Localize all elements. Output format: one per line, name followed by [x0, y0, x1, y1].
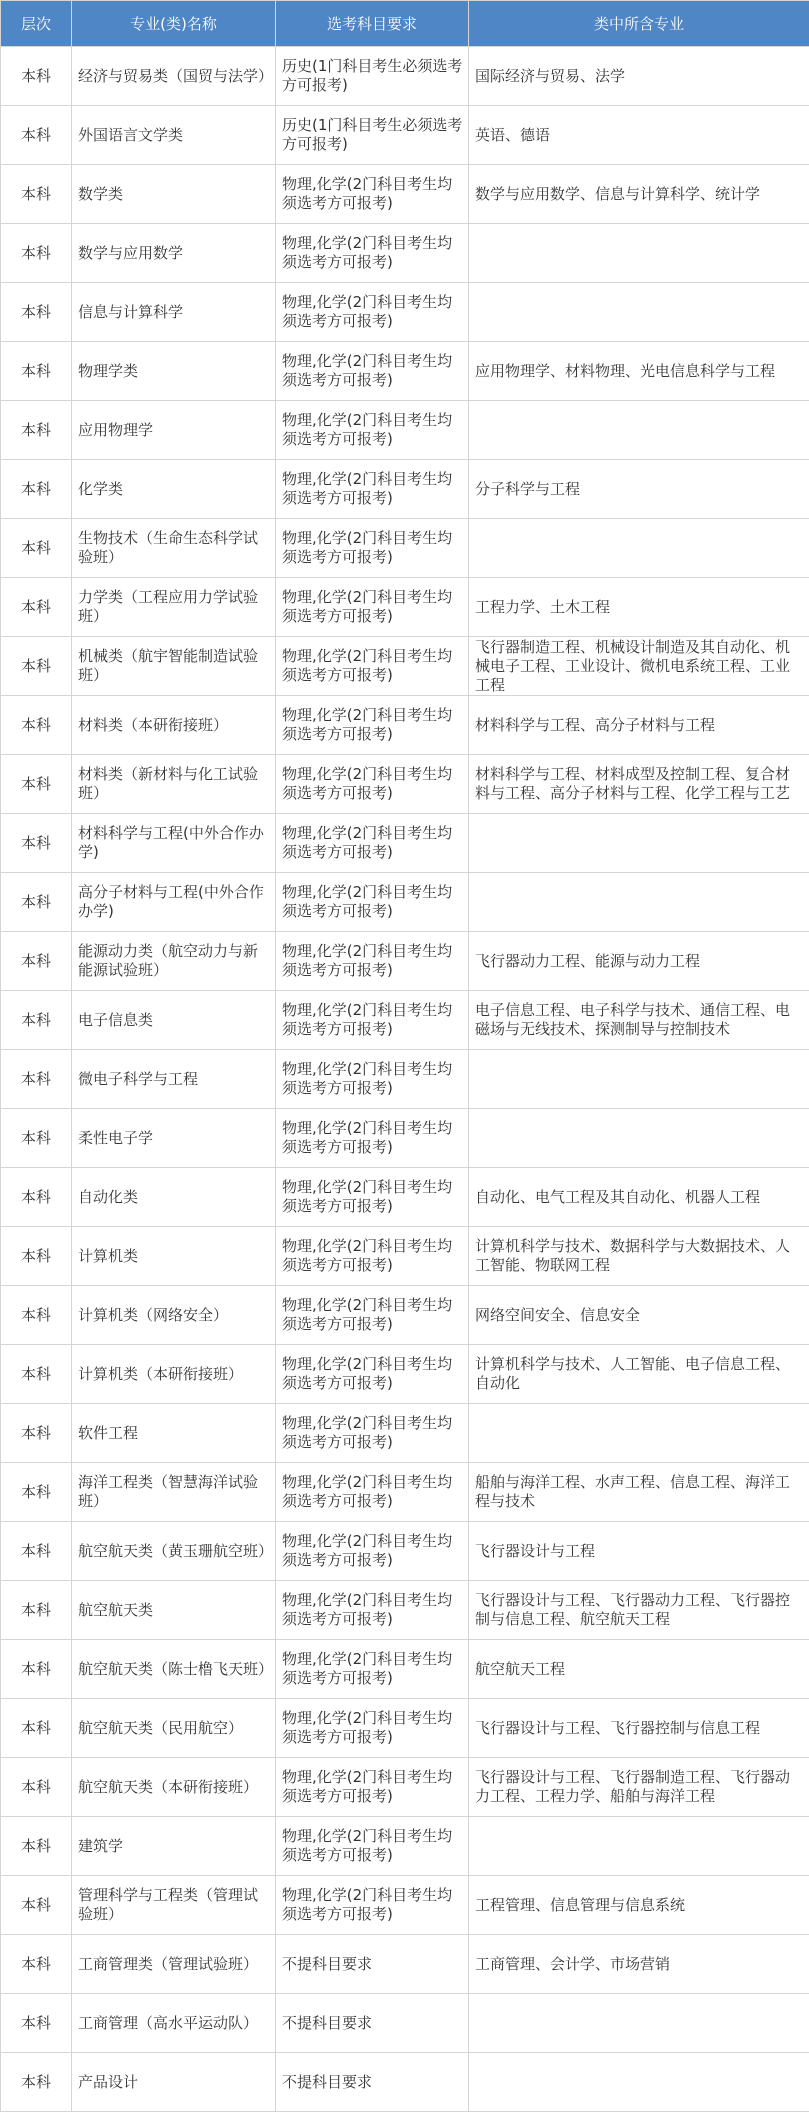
cell-level: 本科: [1, 1286, 72, 1345]
cell-subject-requirement: 物理,化学(2门科目考生均须选考方可报考): [276, 1876, 469, 1935]
table-row: [1, 2053, 809, 2112]
cell-level: 本科: [1, 1050, 72, 1109]
table-row: [1, 342, 809, 401]
cell-included-majors: 工程力学、土木工程: [469, 578, 809, 637]
cell-subject-requirement: 物理,化学(2门科目考生均须选考方可报考): [276, 1817, 469, 1876]
cell-included-majors: [469, 2053, 809, 2112]
cell-major-name: 物理学类: [72, 342, 276, 401]
cell-subject-requirement: 物理,化学(2门科目考生均须选考方可报考): [276, 1640, 469, 1699]
table-row: [1, 1935, 809, 1994]
cell-subject-requirement: 物理,化学(2门科目考生均须选考方可报考): [276, 1109, 469, 1168]
cell-major-name: 航空航天类（民用航空）: [72, 1699, 276, 1758]
cell-major-name: 数学与应用数学: [72, 224, 276, 283]
table-row: [1, 1522, 809, 1581]
cell-level: 本科: [1, 814, 72, 873]
table-row: [1, 519, 809, 578]
cell-major-name: 产品设计: [72, 2053, 276, 2112]
cell-subject-requirement: 历史(1门科目考生必须选考方可报考): [276, 47, 469, 106]
table-row: [1, 283, 809, 342]
table-row: [1, 873, 809, 932]
cell-major-name: 航空航天类（陈士橹飞天班）: [72, 1640, 276, 1699]
cell-included-majors: 航空航天工程: [469, 1640, 809, 1699]
table-row: [1, 1227, 809, 1286]
cell-subject-requirement: 物理,化学(2门科目考生均须选考方可报考): [276, 1463, 469, 1522]
cell-included-majors: 飞行器设计与工程、飞行器动力工程、飞行器控制与信息工程、航空航天工程: [469, 1581, 809, 1640]
cell-subject-requirement: 物理,化学(2门科目考生均须选考方可报考): [276, 1227, 469, 1286]
header-level: 层次: [1, 1, 72, 47]
table-row: [1, 165, 809, 224]
table-row: [1, 1463, 809, 1522]
table-row: [1, 1286, 809, 1345]
cell-included-majors: [469, 1817, 809, 1876]
cell-subject-requirement: 物理,化学(2门科目考生均须选考方可报考): [276, 1168, 469, 1227]
table-row: [1, 1109, 809, 1168]
cell-level: 本科: [1, 1227, 72, 1286]
cell-subject-requirement: 物理,化学(2门科目考生均须选考方可报考): [276, 755, 469, 814]
cell-included-majors: 材料科学与工程、材料成型及控制工程、复合材料与工程、高分子材料与工程、化学工程与工艺: [469, 755, 809, 814]
cell-subject-requirement: 物理,化学(2门科目考生均须选考方可报考): [276, 519, 469, 578]
cell-included-majors: [469, 1994, 809, 2053]
table-row: [1, 637, 809, 696]
table-header-row: [1, 1, 809, 47]
cell-level: 本科: [1, 932, 72, 991]
cell-subject-requirement: 物理,化学(2门科目考生均须选考方可报考): [276, 932, 469, 991]
cell-subject-requirement: 物理,化学(2门科目考生均须选考方可报考): [276, 1345, 469, 1404]
cell-major-name: 建筑学: [72, 1817, 276, 1876]
cell-subject-requirement: 物理,化学(2门科目考生均须选考方可报考): [276, 401, 469, 460]
cell-level: 本科: [1, 1817, 72, 1876]
cell-subject-requirement: 物理,化学(2门科目考生均须选考方可报考): [276, 460, 469, 519]
cell-major-name: 信息与计算科学: [72, 283, 276, 342]
cell-subject-requirement: 物理,化学(2门科目考生均须选考方可报考): [276, 1699, 469, 1758]
table-row: [1, 755, 809, 814]
table-row: [1, 1994, 809, 2053]
cell-level: 本科: [1, 578, 72, 637]
cell-major-name: 工商管理类（管理试验班）: [72, 1935, 276, 1994]
cell-subject-requirement: 物理,化学(2门科目考生均须选考方可报考): [276, 1758, 469, 1817]
cell-included-majors: [469, 1109, 809, 1168]
cell-subject-requirement: 物理,化学(2门科目考生均须选考方可报考): [276, 814, 469, 873]
cell-included-majors: [469, 224, 809, 283]
cell-level: 本科: [1, 1581, 72, 1640]
cell-major-name: 材料类（新材料与化工试验班）: [72, 755, 276, 814]
table-row: [1, 696, 809, 755]
cell-level: 本科: [1, 460, 72, 519]
table-body: [1, 47, 809, 2112]
table-row: [1, 1168, 809, 1227]
cell-major-name: 力学类（工程应用力学试验班）: [72, 578, 276, 637]
table-row: [1, 401, 809, 460]
cell-major-name: 自动化类: [72, 1168, 276, 1227]
cell-included-majors: [469, 283, 809, 342]
cell-level: 本科: [1, 696, 72, 755]
table-row: [1, 106, 809, 165]
cell-included-majors: [469, 401, 809, 460]
cell-subject-requirement: 物理,化学(2门科目考生均须选考方可报考): [276, 165, 469, 224]
cell-level: 本科: [1, 401, 72, 460]
cell-subject-requirement: 物理,化学(2门科目考生均须选考方可报考): [276, 1581, 469, 1640]
cell-included-majors: 飞行器制造工程、机械设计制造及其自动化、机械电子工程、工业设计、微机电系统工程、工业工程: [469, 637, 809, 696]
cell-major-name: 柔性电子学: [72, 1109, 276, 1168]
cell-major-name: 化学类: [72, 460, 276, 519]
cell-major-name: 外国语言文学类: [72, 106, 276, 165]
table-row: [1, 224, 809, 283]
cell-level: 本科: [1, 1876, 72, 1935]
cell-level: 本科: [1, 1699, 72, 1758]
cell-included-majors: 计算机科学与技术、数据科学与大数据技术、人工智能、物联网工程: [469, 1227, 809, 1286]
cell-subject-requirement: 物理,化学(2门科目考生均须选考方可报考): [276, 696, 469, 755]
cell-level: 本科: [1, 637, 72, 696]
cell-level: 本科: [1, 1109, 72, 1168]
table-row: [1, 47, 809, 106]
cell-major-name: 海洋工程类（智慧海洋试验班）: [72, 1463, 276, 1522]
cell-level: 本科: [1, 755, 72, 814]
table-row: [1, 1581, 809, 1640]
cell-included-majors: [469, 1404, 809, 1463]
cell-included-majors: 分子科学与工程: [469, 460, 809, 519]
cell-level: 本科: [1, 873, 72, 932]
cell-subject-requirement: 物理,化学(2门科目考生均须选考方可报考): [276, 283, 469, 342]
table-row: [1, 1640, 809, 1699]
cell-major-name: 数学类: [72, 165, 276, 224]
cell-major-name: 能源动力类（航空动力与新能源试验班）: [72, 932, 276, 991]
cell-subject-requirement: 不提科目要求: [276, 2053, 469, 2112]
header-included-majors: 类中所含专业: [469, 1, 809, 47]
cell-major-name: 管理科学与工程类（管理试验班）: [72, 1876, 276, 1935]
cell-major-name: 机械类（航宇智能制造试验班）: [72, 637, 276, 696]
cell-subject-requirement: 历史(1门科目考生必须选考方可报考): [276, 106, 469, 165]
cell-level: 本科: [1, 47, 72, 106]
cell-major-name: 生物技术（生命生态科学试验班）: [72, 519, 276, 578]
cell-major-name: 航空航天类（黄玉珊航空班）: [72, 1522, 276, 1581]
cell-subject-requirement: 不提科目要求: [276, 1935, 469, 1994]
cell-included-majors: 船舶与海洋工程、水声工程、信息工程、海洋工程与技术: [469, 1463, 809, 1522]
cell-level: 本科: [1, 1522, 72, 1581]
cell-major-name: 应用物理学: [72, 401, 276, 460]
cell-subject-requirement: 物理,化学(2门科目考生均须选考方可报考): [276, 1522, 469, 1581]
cell-included-majors: [469, 814, 809, 873]
cell-included-majors: [469, 1050, 809, 1109]
cell-level: 本科: [1, 342, 72, 401]
cell-major-name: 材料类（本研衔接班）: [72, 696, 276, 755]
cell-included-majors: 飞行器设计与工程: [469, 1522, 809, 1581]
cell-level: 本科: [1, 1345, 72, 1404]
cell-level: 本科: [1, 1463, 72, 1522]
cell-major-name: 经济与贸易类（国贸与法学）: [72, 47, 276, 106]
cell-included-majors: 飞行器设计与工程、飞行器制造工程、飞行器动力工程、工程力学、船舶与海洋工程: [469, 1758, 809, 1817]
table-row: [1, 1758, 809, 1817]
table-row: [1, 1876, 809, 1935]
table-row: [1, 460, 809, 519]
cell-major-name: 材料科学与工程(中外合作办学): [72, 814, 276, 873]
cell-subject-requirement: 不提科目要求: [276, 1994, 469, 2053]
cell-included-majors: 数学与应用数学、信息与计算科学、统计学: [469, 165, 809, 224]
cell-major-name: 工商管理（高水平运动队）: [72, 1994, 276, 2053]
cell-included-majors: 网络空间安全、信息安全: [469, 1286, 809, 1345]
cell-included-majors: 国际经济与贸易、法学: [469, 47, 809, 106]
cell-subject-requirement: 物理,化学(2门科目考生均须选考方可报考): [276, 1050, 469, 1109]
cell-included-majors: 应用物理学、材料物理、光电信息科学与工程: [469, 342, 809, 401]
cell-level: 本科: [1, 224, 72, 283]
cell-included-majors: [469, 519, 809, 578]
cell-level: 本科: [1, 1168, 72, 1227]
cell-major-name: 计算机类（本研衔接班）: [72, 1345, 276, 1404]
table-row: [1, 1699, 809, 1758]
cell-subject-requirement: 物理,化学(2门科目考生均须选考方可报考): [276, 578, 469, 637]
cell-level: 本科: [1, 165, 72, 224]
cell-included-majors: 英语、德语: [469, 106, 809, 165]
cell-included-majors: 计算机科学与技术、人工智能、电子信息工程、自动化: [469, 1345, 809, 1404]
table-row: [1, 991, 809, 1050]
cell-included-majors: 工程管理、信息管理与信息系统: [469, 1876, 809, 1935]
cell-level: 本科: [1, 106, 72, 165]
cell-subject-requirement: 物理,化学(2门科目考生均须选考方可报考): [276, 1286, 469, 1345]
cell-subject-requirement: 物理,化学(2门科目考生均须选考方可报考): [276, 224, 469, 283]
table-row: [1, 1345, 809, 1404]
cell-level: 本科: [1, 991, 72, 1050]
cell-major-name: 高分子材料与工程(中外合作办学): [72, 873, 276, 932]
cell-included-majors: 飞行器设计与工程、飞行器控制与信息工程: [469, 1699, 809, 1758]
cell-major-name: 微电子科学与工程: [72, 1050, 276, 1109]
cell-included-majors: 电子信息工程、电子科学与技术、通信工程、电磁场与无线技术、探测制导与控制技术: [469, 991, 809, 1050]
cell-level: 本科: [1, 1758, 72, 1817]
cell-level: 本科: [1, 1404, 72, 1463]
header-major-name: 专业(类)名称: [72, 1, 276, 47]
cell-level: 本科: [1, 1640, 72, 1699]
cell-level: 本科: [1, 519, 72, 578]
cell-major-name: 电子信息类: [72, 991, 276, 1050]
cell-level: 本科: [1, 283, 72, 342]
cell-included-majors: 工商管理、会计学、市场营销: [469, 1935, 809, 1994]
table-row: [1, 932, 809, 991]
table-row: [1, 814, 809, 873]
table-row: [1, 578, 809, 637]
cell-subject-requirement: 物理,化学(2门科目考生均须选考方可报考): [276, 637, 469, 696]
header-subject-requirement: 选考科目要求: [276, 1, 469, 47]
cell-included-majors: 飞行器动力工程、能源与动力工程: [469, 932, 809, 991]
cell-level: 本科: [1, 2053, 72, 2112]
cell-subject-requirement: 物理,化学(2门科目考生均须选考方可报考): [276, 991, 469, 1050]
cell-included-majors: 材料科学与工程、高分子材料与工程: [469, 696, 809, 755]
cell-included-majors: 自动化、电气工程及其自动化、机器人工程: [469, 1168, 809, 1227]
cell-subject-requirement: 物理,化学(2门科目考生均须选考方可报考): [276, 873, 469, 932]
cell-subject-requirement: 物理,化学(2门科目考生均须选考方可报考): [276, 1404, 469, 1463]
cell-level: 本科: [1, 1994, 72, 2053]
table-row: [1, 1050, 809, 1109]
cell-subject-requirement: 物理,化学(2门科目考生均须选考方可报考): [276, 342, 469, 401]
cell-level: 本科: [1, 1935, 72, 1994]
cell-major-name: 航空航天类: [72, 1581, 276, 1640]
cell-major-name: 计算机类: [72, 1227, 276, 1286]
cell-major-name: 航空航天类（本研衔接班）: [72, 1758, 276, 1817]
cell-major-name: 计算机类（网络安全）: [72, 1286, 276, 1345]
cell-major-name: 软件工程: [72, 1404, 276, 1463]
table-row: [1, 1404, 809, 1463]
cell-included-majors: [469, 873, 809, 932]
table-row: [1, 1817, 809, 1876]
